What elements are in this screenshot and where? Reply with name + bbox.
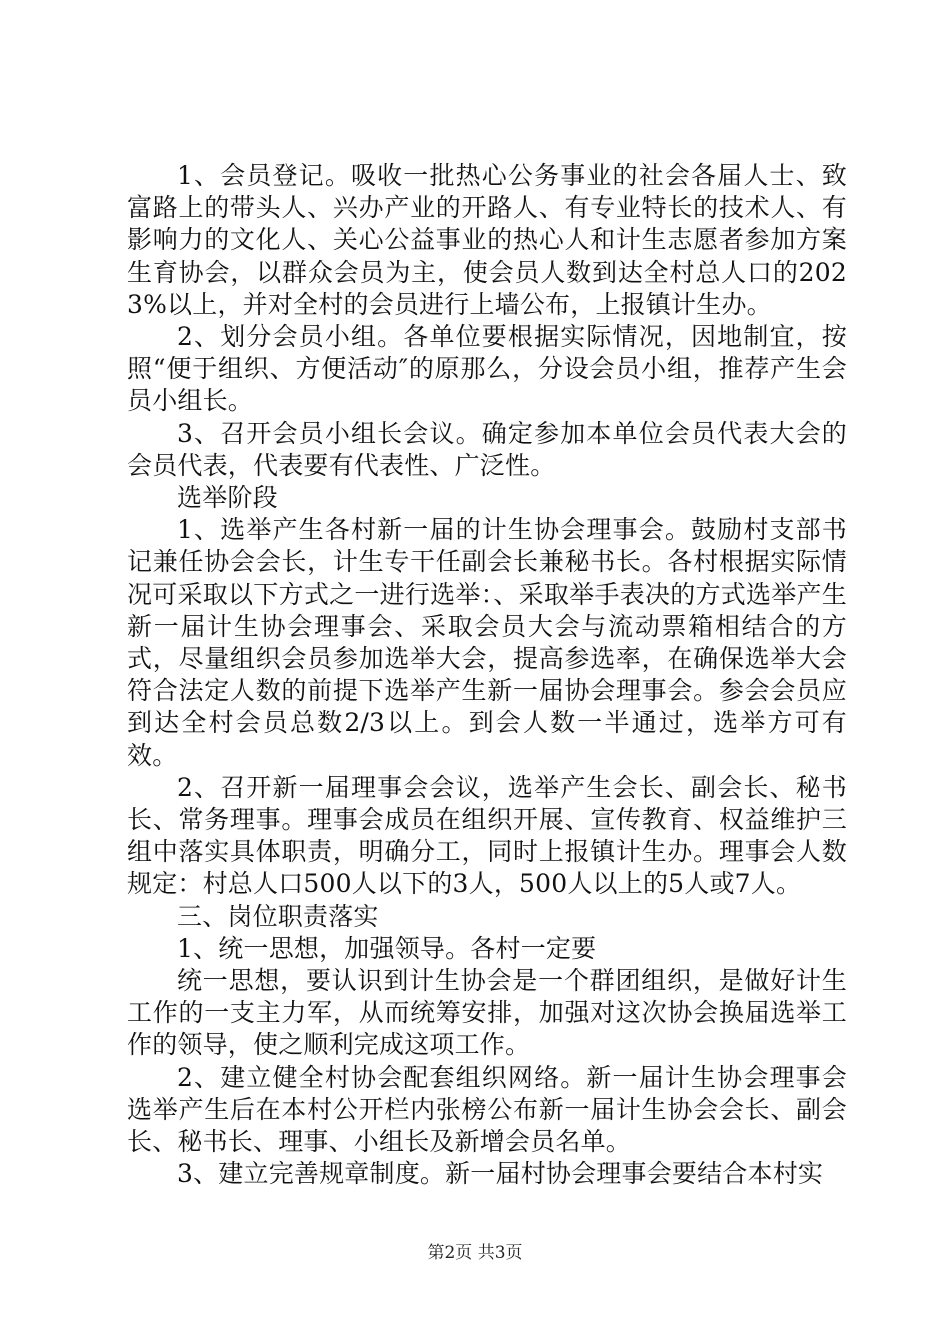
paragraph-council-meeting: 2、召开新一届理事会会议，选举产生会长、副会长、秘书长、常务理事。理事会成员在组织开展、宣传教育、权益维护三组中落实具体职责，明确分工，同时上报镇计生办。理事会人数规定：村总人口500人以下的3人，500人以上的5人或7人。 bbox=[127, 772, 847, 899]
paragraph-unify-thinking: 1、统一思想，加强领导。各村一定要 bbox=[177, 933, 597, 963]
paragraph-organization-network: 2、建立健全村协会配套组织网络。新一届计生协会理事会选举产生后在本村公开栏内张榜公布新一届计生协会会长、副会长、秘书长、理事、小组长及新增会员名单。 bbox=[127, 1062, 847, 1157]
paragraph-member-registration: 1、会员登记。吸收一批热心公务事业的社会各届人士、致富路上的带头人、兴办产业的开路人、有专业特长的技术人、有影响力的文化人、关心公益事业的热心人和计生志愿者参加方案生育协会，以群众会员为主，使会员人数到达全村总人口的2023%以上，并对全村的会员进行上墙公布，上报镇计生办。 bbox=[127, 161, 847, 319]
paragraph-unify-thinking-continued: 统一思想，要认识到计生协会是一个群团组织，是做好计生工作的一支主力军，从而统筹安排，加强对这次协会换届选举工作的领导，使之顺利完成这项工作。 bbox=[127, 966, 847, 1060]
paragraph-elect-council: 1、选举产生各村新一届的计生协会理事会。鼓励村支部书记兼任协会会长，计生专干任副会长兼秘书长。各村根据实际情况可采取以下方式之一进行选举：、采取举手表决的方式选举产生新一届计生协会理事会、采取会员大会与流动票箱相结合的方式，尽量组织会员参加选举大会，提高参选率，在确保选举大会符合法定人数的前提下选举产生新一届协会理事会。参会会员应到达全村会员总数2/3以上。到会人数一半通过，选举方可有效。 bbox=[127, 515, 847, 770]
page-number-footer: 第2页 共3页 bbox=[427, 1243, 523, 1263]
paragraph-group-leader-meeting: 3、召开会员小组长会议。确定参加本单位会员代表大会的会员代表，代表要有代表性、广泛性。 bbox=[127, 418, 847, 480]
paragraph-rules-system: 3、建立完善规章制度。新一届村协会理事会要结合本村实 bbox=[177, 1159, 824, 1189]
document-body bbox=[127, 160, 847, 1191]
section-heading-election: 选举阶段 bbox=[177, 483, 278, 513]
paragraph-member-groups: 2、划分会员小组。各单位要根据实际情况，因地制宜，按照“便于组织、方便活动″的原那么，分设会员小组，推荐产生会员小组长。 bbox=[127, 322, 847, 416]
section-heading-duties: 三、岗位职责落实 bbox=[177, 901, 379, 931]
